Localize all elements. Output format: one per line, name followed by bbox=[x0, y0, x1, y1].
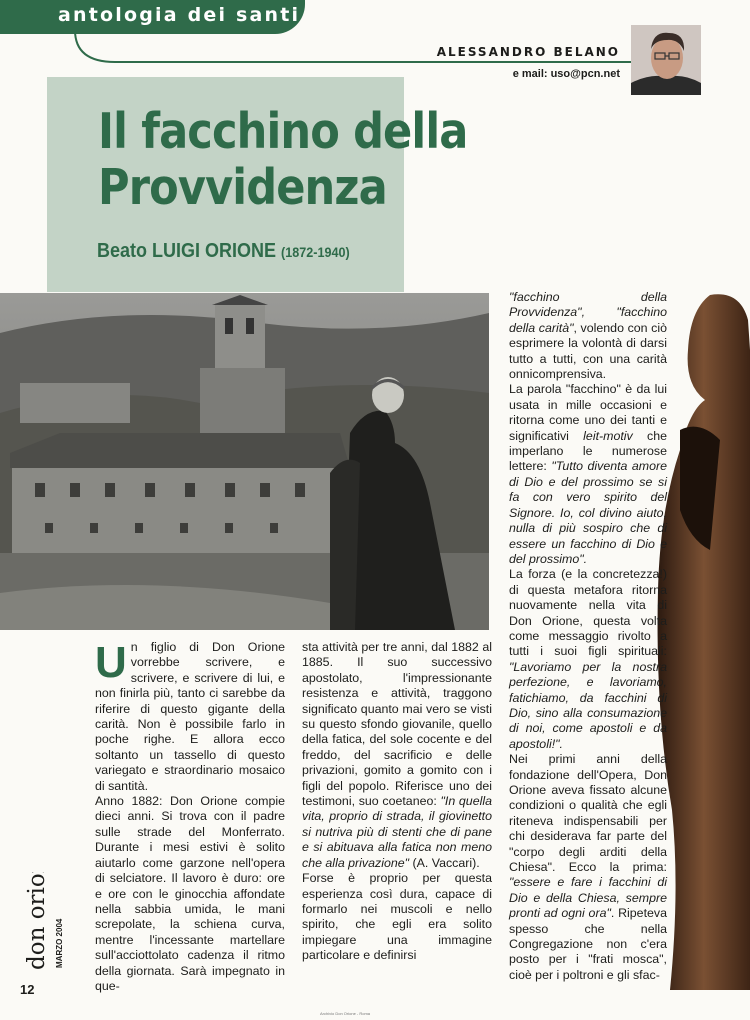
article-column-1 bbox=[95, 640, 285, 994]
column-3-text-4: La forza (e la concretezza!) di questa metafora ritorna nuovamente nella vita di Don Orione, questa volta come messaggio rivolto a tutti i suoi figli spirituali: bbox=[509, 567, 667, 659]
photo-credit: Archivio Don Orione - Roma bbox=[320, 1011, 371, 1016]
subtitle-name: Beato LUIGI ORIONE bbox=[97, 240, 277, 262]
section-title: antologia dei santi bbox=[58, 4, 301, 26]
column-1-paragraph-1 bbox=[95, 640, 285, 794]
lavoriamo-quote: "Lavoriamo per la nostra perfezione, e lavoriamo, fatichiamo, da facchini di Dio, sino alla consumazione di noi, come apostoli e da apostoli!". bbox=[509, 659, 667, 751]
column-2-paragraph-1 bbox=[302, 640, 492, 871]
article-column-3 bbox=[509, 290, 667, 983]
masthead-logo bbox=[20, 872, 70, 972]
issue-date: MARZO 2004 bbox=[55, 918, 64, 968]
column-3-text-5: Nei primi anni della fondazione dell'Opera, Don Orione aveva fissato alcune condizioni o qualità che egli riteneva indispensabili per chi desiderava far parte del "corpo degli arditi della Chiesa". Ecco la prima: bbox=[509, 752, 667, 875]
column-1-paragraph-2: Anno 1882: Don Orione compie dieci anni. Si trova con il padre sulle strade del Monferrato. Durante i mesi estivi è solito aiutarlo come garzone nell'opera di selciatore. Il lavoro è duro: ore e ore con le ginocchia affondate nella sabbia umida, le mani screpolate, la schiena curva, mentre l'incessante martellare sull'acciottolato cadenza il ritmo della giornata. Sarà impegnato in que- bbox=[95, 794, 285, 993]
column-1-text-1: n figlio di Don Orione vorrebbe scrivere, e scrivere, e scrivere di lui, e non finirla più, tanto ci sarebbe da riferire di questo gigante della carità. Non è possibile farlo in poche righe. E allora ecco soltanto un tassello di questo variegato e straordinario mosaico di santità. bbox=[95, 640, 285, 793]
author-email[interactable]: e mail: uso@pcn.net bbox=[512, 68, 620, 80]
column-3-text-1: , volendo con ciò esprimere la volontà di darsi tutto a tutti, con una carità onnicomprensiva. bbox=[509, 320, 667, 382]
masthead-text: don orione oggi bbox=[24, 872, 50, 970]
page-number: 12 bbox=[20, 982, 35, 997]
drop-cap: U bbox=[95, 638, 127, 687]
article-column-2 bbox=[302, 640, 492, 964]
column-3-paragraph-4 bbox=[509, 752, 667, 983]
author-name: ALESSANDRO BELANO bbox=[436, 45, 620, 59]
arditi-quote: "essere e fare i facchini di Dio e della Chiesa, sempre pronti ad ogni ora" bbox=[509, 875, 667, 921]
column-2-citation: (A. Vaccari). bbox=[409, 855, 480, 870]
column-3-paragraph-3 bbox=[509, 567, 667, 752]
column-2-text-1: sta attività per tre anni, dal 1882 al 1885. Il suo successivo apostolato, l'impressionante resistenza e attività, traggono significato quanto mai vero se visti su questo sfondo giovanile, quello della fatica, del sole cocente e del freddo, del sacrificio e delle privazioni, gomito a gomito con i figli del popolo. Riferisce uno dei testimoni, suo coetaneo: bbox=[302, 640, 492, 809]
title-line-2: Provvidenza bbox=[98, 159, 387, 216]
letter-quote: "Tutto diventa amore di Dio e del prossimo se si fa con vero spirito del Signore. Io, col divino aiuto, nulla di più sospiro che di essere un facchino di Dio e del prossimo". bbox=[509, 459, 667, 566]
subtitle-years: (1872-1940) bbox=[281, 244, 350, 260]
article-subtitle bbox=[97, 240, 350, 263]
leit-motiv-term: leit-motiv bbox=[583, 428, 633, 443]
column-3-paragraph-1 bbox=[509, 290, 667, 382]
column-3-paragraph-2 bbox=[509, 382, 667, 567]
facchino-quote: "facchino della Provvidenza", "facchino della carità" bbox=[509, 290, 667, 335]
vaccari-quote: "In quella vita, proprio di strada, il giovinetto si nutriva più di stenti che di pane e si abituava alla fatica non meno che alla privazione" bbox=[302, 794, 492, 870]
author-portrait bbox=[631, 25, 701, 95]
column-2-paragraph-2: Forse è proprio per questa esperienza così dura, capace di formarlo nei muscoli e nello spirito, che egli era solito impiegare una immagine particolare e definirsi bbox=[302, 871, 492, 963]
column-3-text-2: La parola "facchino" è da lui usata in mille occasioni e ritorna come uno dei tanti e significativi bbox=[509, 382, 667, 443]
column-3-text-6: . Ripeteva spesso che nella Congregazione non c'era posto per i "frati mosca", cioè per i poltroni e gli sfac- bbox=[509, 906, 667, 982]
article-title bbox=[98, 104, 467, 216]
title-line-1: Il facchino della bbox=[98, 103, 468, 160]
column-3-text-3: che imperlano le numerose lettere: bbox=[509, 428, 667, 474]
historic-photo bbox=[0, 293, 489, 630]
